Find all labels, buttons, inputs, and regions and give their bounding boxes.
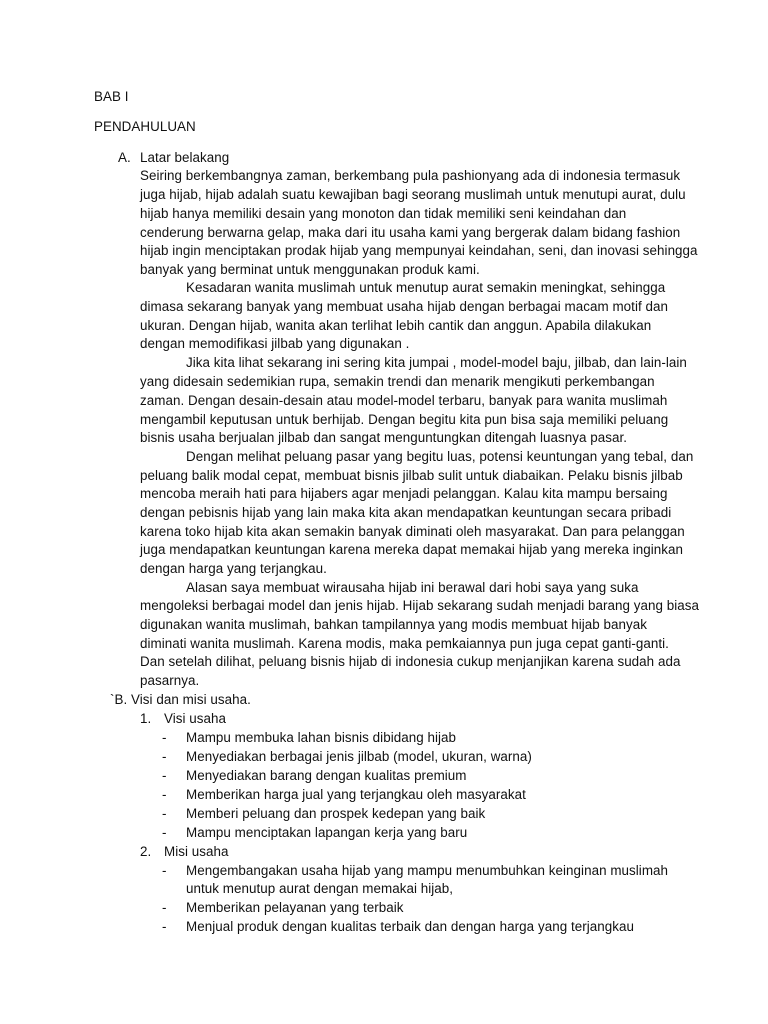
p1-line: banyak yang berminat untuk menggunakan produk kami. — [140, 262, 480, 277]
visi-item: Mampu menciptakan lapangan kerja yang baru — [186, 825, 468, 840]
p3-line: mengambil keputusan untuk berhijab. Dengan begitu kita pun bisa saja memiliki peluang — [140, 412, 669, 427]
chapter-label: BAB I — [94, 89, 129, 104]
bullet-dash: - — [162, 730, 167, 745]
p1-line: cenderung berwarna gelap, maka dari itu usaha kami yang bergerak dalam bidang fashion — [140, 225, 681, 240]
p5-line: diminati wanita muslimah. Karena modis, maka pemkaiannya pun juga cepat ganti-ganti. — [140, 636, 669, 651]
visi-heading: Visi usaha — [164, 711, 227, 726]
section-a-heading: Latar belakang — [140, 150, 230, 165]
p1-line: juga hijab, hijab adalah suatu kewajiban bagi seorang muslimah untuk menutupi aurat, dulu — [140, 187, 686, 202]
misi-number: 2. — [140, 844, 152, 859]
p5-line: pasarnya. — [140, 673, 200, 688]
p2-line: dimasa sekarang banyak yang membuat usaha hijab dengan berbagai macam motif dan — [140, 299, 668, 314]
bullet-dash: - — [162, 768, 167, 783]
p3-line: Jika kita lihat sekarang ini sering kita jumpai , model-model baju, jilbab, dan lain-lain — [186, 355, 687, 370]
bullet-dash: - — [162, 825, 167, 840]
bullet-dash: - — [162, 749, 167, 764]
p3-line: bisnis usaha berjualan jilbab dan sangat menguntungkan ditengah luasnya pasar. — [140, 430, 628, 445]
p4-line: dengan pebisnis hijab yang lain maka kita akan mendapatkan keuntungan secara pribadi — [140, 505, 672, 520]
section-a-marker: A. — [118, 150, 131, 165]
visi-item: Menyediakan barang dengan kualitas premium — [186, 768, 467, 783]
p2-line: ukuran. Dengan hijab, wanita akan terlihat lebih cantik dan anggun. Apabila dilakukan — [140, 318, 652, 333]
visi-item: Memberi peluang dan prospek kedepan yang baik — [186, 806, 486, 821]
p5-line: Dan setelah dilihat, peluang bisnis hijab di indonesia cukup menjanjikan karena sudah ada — [140, 654, 681, 669]
p2-line: dengan memodifikasi jilbab yang digunakan . — [140, 336, 410, 351]
visi-item: Menyediakan berbagai jenis jilbab (model, ukuran, warna) — [186, 749, 532, 764]
p2-line: Kesadaran wanita muslimah untuk menutup aurat semakin meningkat, sehingga — [186, 280, 666, 295]
chapter-title: PENDAHULUAN — [94, 119, 196, 134]
p5-line: digunakan wanita muslimah, bahkan tampilannya yang modis membuat hijab banyak — [140, 617, 648, 632]
bullet-dash: - — [162, 919, 167, 934]
p5-line: Alasan saya membuat wirausaha hijab ini berawal dari hobi saya yang suka — [186, 580, 639, 595]
p4-line: Dengan melihat peluang pasar yang begitu luas, potensi keuntungan yang tebal, dan — [186, 449, 694, 464]
misi-item: Memberikan pelayanan yang terbaik — [186, 900, 404, 915]
misi-heading: Misi usaha — [164, 844, 229, 859]
section-b-heading: `B. Visi dan misi usaha. — [110, 692, 251, 707]
visi-number: 1. — [140, 711, 152, 726]
bullet-dash: - — [162, 900, 167, 915]
p4-line: dengan harga yang terjangkau. — [140, 561, 327, 576]
p1-line: Seiring berkembangnya zaman, berkembang pula pashionyang ada di indonesia termasuk — [140, 168, 681, 183]
p1-line: hijab hanya memiliki desain yang monoton dan tidak memiliki seni keindahan dan — [140, 206, 627, 221]
misi-item-continuation: untuk menutup aurat dengan memakai hijab, — [186, 881, 454, 896]
p4-line: mencoba meraih hati para hijabers agar menjadi pelanggan. Kalau kita mampu bersaing — [140, 486, 668, 501]
p3-line: yang didesain sedemikian rupa, semakin trendi dan menarik mengikuti perkembangan — [140, 374, 655, 389]
bullet-dash: - — [162, 863, 167, 878]
bullet-dash: - — [162, 806, 167, 821]
visi-item: Mampu membuka lahan bisnis dibidang hijab — [186, 730, 457, 745]
p4-line: karena toko hijab kita akan semakin banyak diminati oleh masyarakat. Dan para pelanggan — [140, 524, 685, 539]
p1-line: hijab ingin menciptakan prodak hijab yang mempunyai keindahan, seni, dan inovasi sehingga — [140, 243, 698, 258]
p4-line: juga mendapatkan keuntungan karena mereka dapat memakai hijab yang mereka inginkan — [140, 542, 684, 557]
p5-line: mengoleksi berbagai model dan jenis hijab. Hijab sekarang sudah menjadi barang yang biasa — [140, 598, 700, 613]
misi-item: Mengembangakan usaha hijab yang mampu menumbuhkan keinginan muslimah — [186, 863, 669, 878]
bullet-dash: - — [162, 787, 167, 802]
visi-item: Memberikan harga jual yang terjangkau oleh masyarakat — [186, 787, 526, 802]
p4-line: peluang balik modal cepat, membuat bisnis jilbab sulit untuk diabaikan. Pelaku bisnis jilbab — [140, 468, 683, 483]
p3-line: zaman. Dengan desain-desain atau model-model terbaru, banyak para wanita muslimah — [140, 393, 668, 408]
misi-item: Menjual produk dengan kualitas terbaik dan dengan harga yang terjangkau — [186, 919, 634, 934]
